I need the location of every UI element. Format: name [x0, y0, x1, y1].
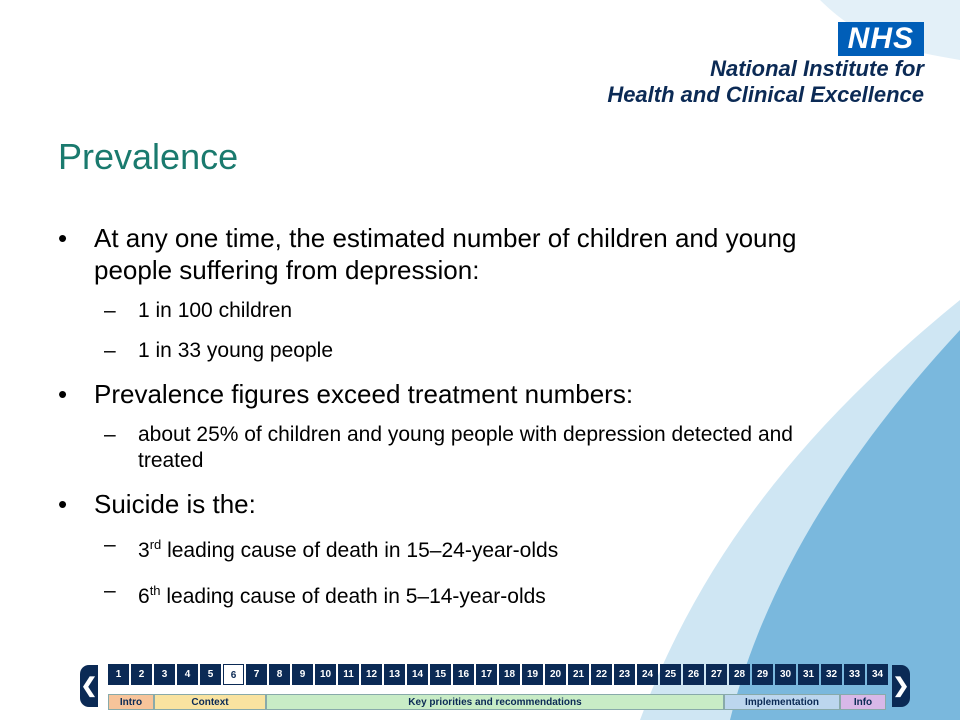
sub-bullet-text [138, 532, 558, 564]
dash: – [104, 533, 116, 556]
dash: – [104, 579, 116, 602]
bullet-text: Suicide is the: [94, 489, 256, 519]
bullet-dot: • [58, 379, 68, 409]
section-tab-implementation[interactable]: Implementation [724, 694, 840, 710]
bullet-item [58, 488, 828, 520]
next-slide-button[interactable]: ❯ [892, 665, 910, 707]
nice-logo [607, 22, 924, 108]
ordinal-number: 3 [138, 539, 150, 562]
page-button-2[interactable]: 2 [131, 664, 152, 685]
page-button-24[interactable]: 24 [637, 664, 658, 685]
section-tab-intro[interactable]: Intro [108, 694, 154, 710]
ordinal-suffix: rd [149, 537, 162, 552]
page-button-31[interactable]: 31 [798, 664, 819, 685]
sub-bullet-item [104, 578, 828, 610]
page-button-12[interactable]: 12 [361, 664, 382, 685]
org-name-line1: National Institute for [710, 56, 924, 81]
sub-bullet-item [104, 532, 828, 564]
prev-slide-button[interactable]: ❮ [80, 665, 98, 707]
page-button-27[interactable]: 27 [706, 664, 727, 685]
page-button-20[interactable]: 20 [545, 664, 566, 685]
page-button-29[interactable]: 29 [752, 664, 773, 685]
page-button-7[interactable]: 7 [246, 664, 267, 685]
sub-bullet-text: 1 in 100 children [138, 299, 293, 322]
page-button-23[interactable]: 23 [614, 664, 635, 685]
bullet-text: Prevalence figures exceed treatment numbers: [94, 379, 634, 409]
page-button-21[interactable]: 21 [568, 664, 589, 685]
bullet-dot: • [58, 489, 68, 519]
page-button-14[interactable]: 14 [407, 664, 428, 685]
org-name-line2: Health and Clinical Excellence [607, 82, 924, 107]
bullet-item [58, 378, 828, 410]
page-button-32[interactable]: 32 [821, 664, 842, 685]
ordinal-number: 6 [138, 585, 150, 608]
section-tab-key-priorities-and-recommendations[interactable]: Key priorities and recommendations [266, 694, 724, 710]
page-button-15[interactable]: 15 [430, 664, 451, 685]
page-button-19[interactable]: 19 [522, 664, 543, 685]
page-button-6[interactable]: 6 [223, 664, 244, 685]
slide-navigation [80, 664, 910, 710]
bullet-text: At any one time, the estimated number of children and young people suffering from depression: [94, 223, 797, 285]
page-button-30[interactable]: 30 [775, 664, 796, 685]
page-button-5[interactable]: 5 [200, 664, 221, 685]
sub-bullet-item [104, 298, 828, 324]
page-button-11[interactable]: 11 [338, 664, 359, 685]
sub-bullet-text: 1 in 33 young people [138, 339, 333, 362]
page-button-4[interactable]: 4 [177, 664, 198, 685]
page-button-22[interactable]: 22 [591, 664, 612, 685]
page-button-26[interactable]: 26 [683, 664, 704, 685]
sub-bullet-text: about 25% of children and young people with depression detected and treated [138, 423, 793, 472]
page-button-9[interactable]: 9 [292, 664, 313, 685]
section-tab-context[interactable]: Context [154, 694, 266, 710]
slide-content [58, 222, 828, 624]
sub-bullet-item [104, 422, 828, 474]
page-button-28[interactable]: 28 [729, 664, 750, 685]
dash: – [104, 423, 116, 446]
nhs-badge: NHS [838, 22, 924, 56]
sub-bullet-item [104, 338, 828, 364]
sub-bullet-text [138, 578, 546, 610]
ordinal-suffix: th [149, 583, 161, 598]
page-button-8[interactable]: 8 [269, 664, 290, 685]
page-button-13[interactable]: 13 [384, 664, 405, 685]
dash: – [104, 299, 116, 322]
sub-bullet-rest: leading cause of death in 15–24-year-olds [161, 539, 559, 562]
page-number-row [108, 664, 888, 685]
section-tabs [108, 694, 886, 710]
page-button-25[interactable]: 25 [660, 664, 681, 685]
slide-title: Prevalence [58, 136, 239, 177]
page-button-10[interactable]: 10 [315, 664, 336, 685]
page-button-17[interactable]: 17 [476, 664, 497, 685]
page-button-3[interactable]: 3 [154, 664, 175, 685]
bullet-dot: • [58, 223, 68, 253]
dash: – [104, 339, 116, 362]
section-tab-info[interactable]: Info [840, 694, 886, 710]
page-button-1[interactable]: 1 [108, 664, 129, 685]
sub-bullet-rest: leading cause of death in 5–14-year-olds [160, 585, 546, 608]
bullet-item [58, 222, 828, 286]
page-button-16[interactable]: 16 [453, 664, 474, 685]
page-button-33[interactable]: 33 [844, 664, 865, 685]
page-button-18[interactable]: 18 [499, 664, 520, 685]
page-button-34[interactable]: 34 [867, 664, 888, 685]
